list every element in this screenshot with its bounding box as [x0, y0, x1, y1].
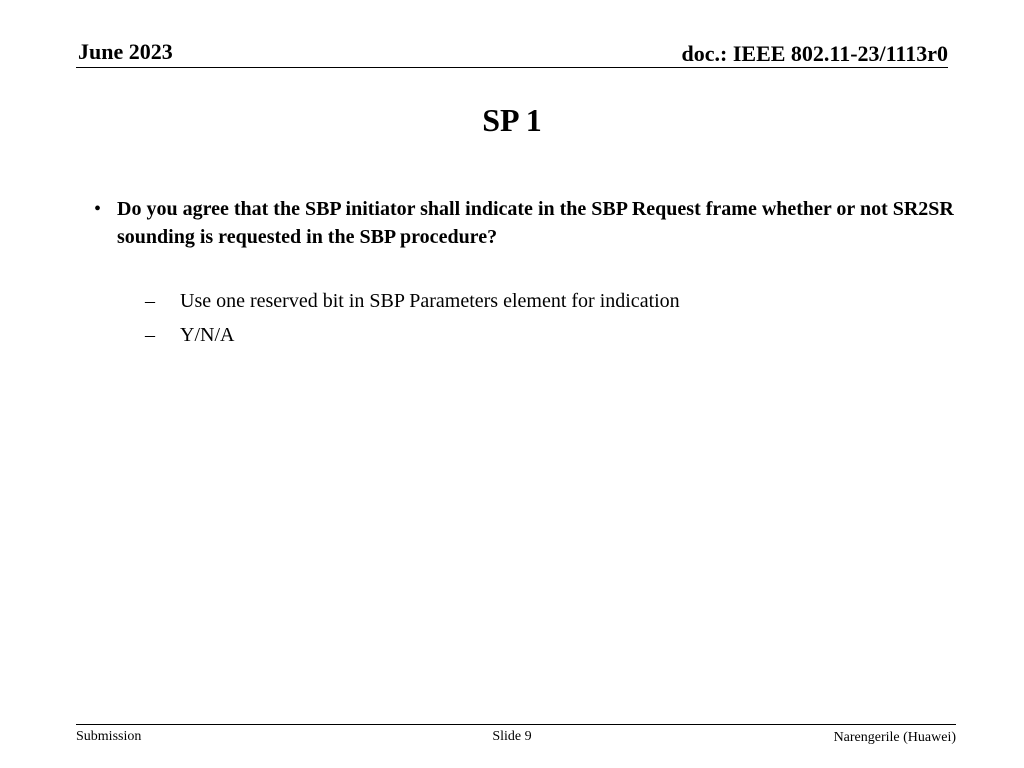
footer-author: Narengerile (Huawei)	[833, 730, 956, 745]
slide-title: SP 1	[482, 102, 542, 138]
header-divider	[76, 67, 948, 68]
footer-slide-number: Slide 9	[492, 729, 532, 744]
bullet-question-text: Do you agree that the SBP initiator shall indicate in the SBP Request frame whether or not SR2SR sounding is requested in the SBP procedure?	[117, 198, 954, 248]
footer-divider	[76, 724, 956, 725]
footer-submission: Submission	[76, 729, 142, 744]
sub-bullet-text: Use one reserved bit in SBP Parameters element for indication	[180, 290, 680, 312]
bullet-marker: •	[94, 198, 102, 220]
sub-bullet-text: Y/N/A	[180, 324, 235, 346]
sub-bullet-marker: –	[145, 324, 155, 346]
sub-bullet-marker: –	[145, 290, 155, 312]
header-date: June 2023	[78, 39, 173, 64]
header-document-id: doc.: IEEE 802.11-23/1113r0	[681, 41, 948, 66]
